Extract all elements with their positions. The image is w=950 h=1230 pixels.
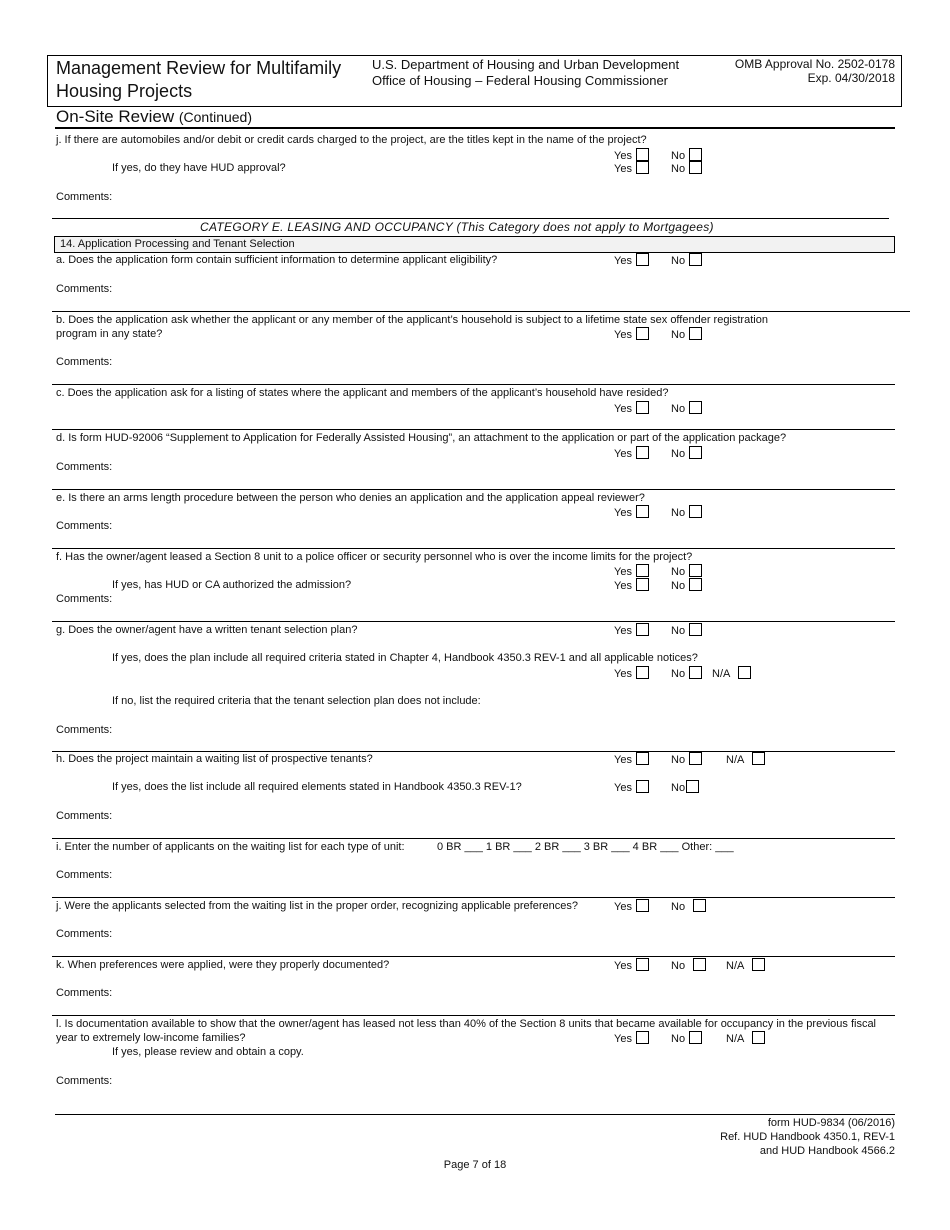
divider xyxy=(52,311,910,312)
divider xyxy=(52,384,895,385)
no-checkbox[interactable] xyxy=(693,958,706,971)
comments-label: Comments: xyxy=(56,928,113,940)
question-e: e. Is there an arms length procedure between the person who denies an application and the application appeal reviewer? xyxy=(56,492,645,504)
form-title: Management Review for Multifamily Housing Projects xyxy=(56,58,342,101)
comments-label: Comments: xyxy=(56,356,113,368)
yes-option: Yes xyxy=(614,148,649,163)
divider xyxy=(52,218,889,219)
yes-option: Yes xyxy=(614,752,649,767)
no-checkbox[interactable] xyxy=(689,623,702,636)
question-l-sub: If yes, please review and obtain a copy. xyxy=(112,1046,304,1058)
no-checkbox[interactable] xyxy=(689,253,702,266)
yes-checkbox[interactable] xyxy=(636,327,649,340)
yes-checkbox[interactable] xyxy=(636,161,649,174)
no-option: No xyxy=(671,752,702,767)
comments-label: Comments: xyxy=(56,810,113,822)
na-checkbox[interactable] xyxy=(752,752,765,765)
no-option: No xyxy=(671,666,702,681)
divider xyxy=(52,956,895,957)
no-option: No xyxy=(671,446,702,461)
question-c: c. Does the application ask for a listing of states where the applicant and members of the applicant’s household have resided? xyxy=(56,387,669,399)
comments-label: Comments: xyxy=(56,520,113,532)
question-g-sub1: If yes, does the plan include all required criteria stated in Chapter 4, Handbook 4350.3 REV-1 and all applicable notices? xyxy=(112,652,698,664)
no-checkbox[interactable] xyxy=(689,446,702,459)
yes-option: Yes xyxy=(614,446,649,461)
yes-checkbox[interactable] xyxy=(636,899,649,912)
question-h: h. Does the project maintain a waiting list of prospective tenants? xyxy=(56,753,373,765)
yes-checkbox[interactable] xyxy=(636,401,649,414)
question-f: f. Has the owner/agent leased a Section 8 unit to a police officer or security personnel who is over the income limits for the project? xyxy=(56,551,693,563)
yes-checkbox[interactable] xyxy=(636,780,649,793)
no-option: No xyxy=(671,578,702,593)
question-g-sub2: If no, list the required criteria that the tenant selection plan does not include: xyxy=(112,695,481,707)
yes-option: Yes xyxy=(614,1031,649,1046)
comments-label: Comments: xyxy=(56,987,113,999)
question-a: a. Does the application form contain sufficient information to determine applicant eligibility? xyxy=(56,254,498,266)
question-k: k. When preferences were applied, were they properly documented? xyxy=(56,959,390,971)
yes-option: Yes xyxy=(614,623,649,638)
divider xyxy=(52,1015,895,1016)
no-option: No xyxy=(671,958,706,973)
yes-option: Yes xyxy=(614,780,649,795)
no-option: No xyxy=(671,505,702,520)
comments-label: Comments: xyxy=(56,724,113,736)
question-b: b. Does the application ask whether the applicant or any member of the applicant’s household is subject to a lifetime state sex offender registration program in any state? xyxy=(56,314,768,340)
divider xyxy=(52,489,895,490)
yes-option: Yes xyxy=(614,564,649,579)
no-option: No xyxy=(671,327,702,342)
yes-option: Yes xyxy=(614,253,649,268)
question-j-automobiles: j. If there are automobiles and/or debit or credit cards charged to the project, are the titles kept in the name of the project? xyxy=(56,134,647,146)
comments-label: Comments: xyxy=(56,461,113,473)
yes-option: Yes xyxy=(614,327,649,342)
question-j-sub: If yes, do they have HUD approval? xyxy=(112,162,286,174)
yes-option: Yes xyxy=(614,666,649,681)
no-checkbox[interactable] xyxy=(689,578,702,591)
no-checkbox[interactable] xyxy=(689,564,702,577)
no-checkbox[interactable] xyxy=(689,161,702,174)
yes-checkbox[interactable] xyxy=(636,564,649,577)
question-j: j. Were the applicants selected from the waiting list in the proper order, recognizing applicable preferences? xyxy=(56,900,578,912)
divider xyxy=(52,621,895,622)
na-checkbox[interactable] xyxy=(752,958,765,971)
unit-count-blanks[interactable]: 0 BR ___ 1 BR ___ 2 BR ___ 3 BR ___ 4 BR ___ Other: ___ xyxy=(437,841,734,853)
comments-label: Comments: xyxy=(56,593,113,605)
no-checkbox[interactable] xyxy=(686,780,699,793)
na-checkbox[interactable] xyxy=(752,1031,765,1044)
yes-option: Yes xyxy=(614,899,649,914)
comments-label: Comments: xyxy=(56,191,113,203)
na-option: N/A xyxy=(726,958,765,973)
no-checkbox[interactable] xyxy=(689,327,702,340)
footer-divider xyxy=(55,1114,895,1115)
divider xyxy=(52,429,895,430)
yes-checkbox[interactable] xyxy=(636,958,649,971)
na-checkbox[interactable] xyxy=(738,666,751,679)
subsection-title: 14. Application Processing and Tenant Selection xyxy=(60,238,295,250)
yes-checkbox[interactable] xyxy=(636,623,649,636)
no-option: No xyxy=(671,780,699,795)
form-reference: form HUD-9834 (06/2016) Ref. HUD Handbook 4350.1, REV-1 and HUD Handbook 4566.2 xyxy=(720,1117,895,1157)
yes-checkbox[interactable] xyxy=(636,1031,649,1044)
no-checkbox[interactable] xyxy=(689,148,702,161)
yes-checkbox[interactable] xyxy=(636,446,649,459)
no-option: No xyxy=(671,161,702,176)
no-option: No xyxy=(671,148,702,163)
no-option: No xyxy=(671,564,702,579)
divider xyxy=(52,548,895,549)
no-checkbox[interactable] xyxy=(693,899,706,912)
no-checkbox[interactable] xyxy=(689,666,702,679)
no-checkbox[interactable] xyxy=(689,401,702,414)
question-i: i. Enter the number of applicants on the waiting list for each type of unit: xyxy=(56,841,405,853)
na-option: N/A xyxy=(712,666,751,681)
yes-checkbox[interactable] xyxy=(636,666,649,679)
yes-checkbox[interactable] xyxy=(636,148,649,161)
no-option: No xyxy=(671,1031,702,1046)
yes-option: Yes xyxy=(614,505,649,520)
yes-checkbox[interactable] xyxy=(636,505,649,518)
na-option: N/A xyxy=(726,752,765,767)
no-option: No xyxy=(671,623,702,638)
page-number: Page 7 of 18 xyxy=(443,1159,507,1171)
no-checkbox[interactable] xyxy=(689,505,702,518)
no-option: No xyxy=(671,253,702,268)
question-h-sub: If yes, does the list include all required elements stated in Handbook 4350.3 REV-1? xyxy=(112,781,522,793)
yes-checkbox[interactable] xyxy=(636,253,649,266)
yes-option: Yes xyxy=(614,578,649,593)
yes-option: Yes xyxy=(614,161,649,176)
no-checkbox[interactable] xyxy=(689,1031,702,1044)
section-title: On-Site Review (Continued) xyxy=(56,107,252,126)
department-name: U.S. Department of Housing and Urban Development Office of Housing – Federal Housing Commissioner xyxy=(372,57,680,88)
na-option: N/A xyxy=(726,1031,765,1046)
no-option: No xyxy=(671,401,702,416)
comments-label: Comments: xyxy=(56,869,113,881)
divider xyxy=(55,127,895,129)
category-heading: CATEGORY E. LEASING AND OCCUPANCY (This Category does not apply to Mortgagees) xyxy=(200,220,714,234)
question-d: d. Is form HUD-92006 “Supplement to Application for Federally Assisted Housing”, an attachment to the application or part of the application package? xyxy=(56,432,787,444)
yes-checkbox[interactable] xyxy=(636,752,649,765)
question-f-sub: If yes, has HUD or CA authorized the admission? xyxy=(112,579,352,591)
question-g: g. Does the owner/agent have a written tenant selection plan? xyxy=(56,624,358,636)
yes-option: Yes xyxy=(614,958,649,973)
yes-checkbox[interactable] xyxy=(636,578,649,591)
omb-approval: OMB Approval No. 2502-0178 Exp. 04/30/2018 xyxy=(734,57,895,85)
no-option: No xyxy=(671,899,706,914)
yes-option: Yes xyxy=(614,401,649,416)
question-l: l. Is documentation available to show that the owner/agent has leased not less than 40% of the Section 8 units that became available for occupancy in the previous fiscal year to extremely low-income families? xyxy=(56,1018,876,1044)
comments-label: Comments: xyxy=(56,283,113,295)
divider xyxy=(52,838,895,839)
comments-label: Comments: xyxy=(56,1075,113,1087)
no-checkbox[interactable] xyxy=(689,752,702,765)
divider xyxy=(52,897,895,898)
